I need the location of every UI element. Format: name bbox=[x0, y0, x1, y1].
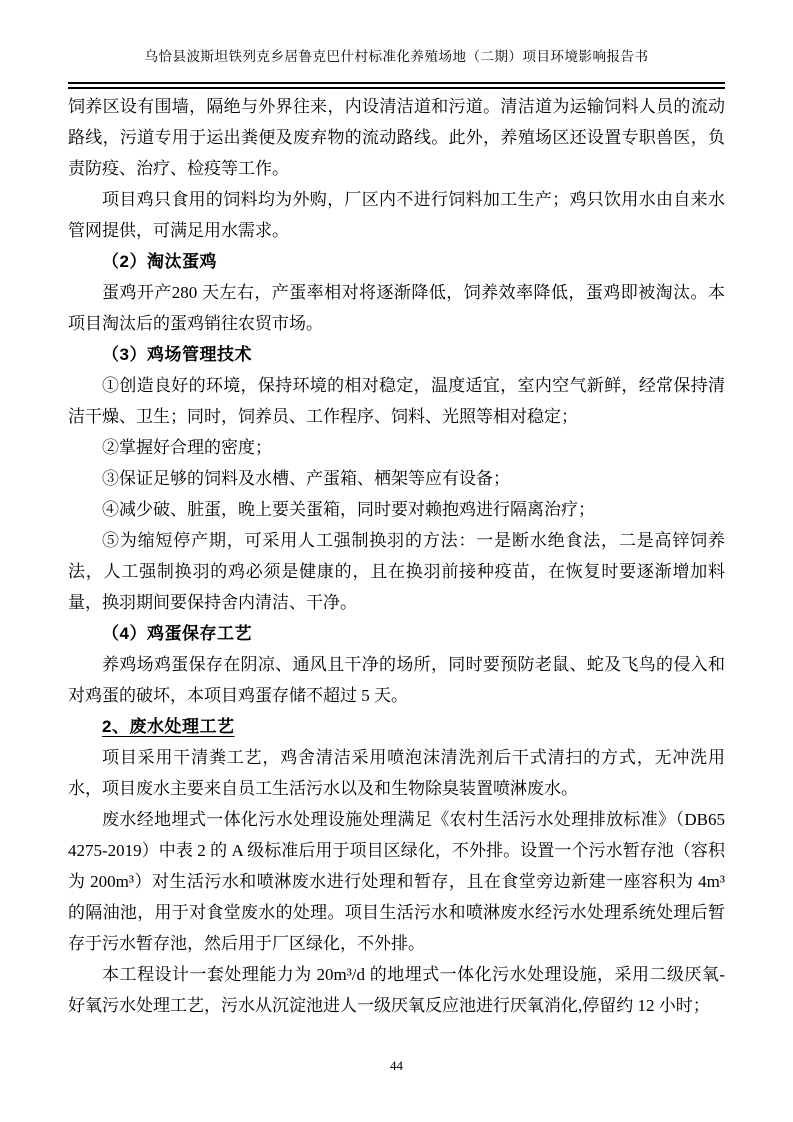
body-paragraph: 蛋鸡开产280 天左右，产蛋率相对将逐渐降低，饲养效率降低，蛋鸡即被淘汰。本项目淘汰后的蛋鸡销往农贸市场。 bbox=[68, 283, 725, 333]
body-paragraph: 养鸡场鸡蛋保存在阴凉、通风且干净的场所，同时要预防老鼠、蛇及飞鸟的侵入和对鸡蛋的破坏，本项目鸡蛋存储不超过 5 天。 bbox=[68, 655, 725, 705]
section-heading-4-egg-storage: （4）鸡蛋保存工艺 bbox=[102, 624, 252, 643]
page-number: 44 bbox=[390, 1058, 403, 1073]
section-heading-3-farm-management: （3）鸡场管理技术 bbox=[102, 345, 252, 364]
body-paragraph: 本工程设计一套处理能力为 20m³/d 的地埋式一体化污水处理设施，采用二级厌氧-好氧污水处理工艺，污水从沉淀池进人一级厌氧反应池进行厌氧消化,停留约 12 小时； bbox=[68, 965, 725, 1015]
document-body bbox=[68, 91, 725, 1021]
list-item-3: ③保证足够的饲料及水槽、产蛋箱、栖架等应有设备； bbox=[102, 469, 510, 488]
section-heading-wastewater-treatment: 2、废水处理工艺 bbox=[102, 717, 235, 736]
body-paragraph: 废水经地埋式一体化污水处理设施处理满足《农村生活污水处理排放标准》（DB65 4275-2019）中表 2 的 A 级标准后用于项目区绿化，不外排。设置一个污水暂存池（容积为 200m³）对生活污水和喷淋废水进行处理和暂存，且在食堂旁边新建一座容积为 4m³ 的隔油池，用于对食堂废水的处理。项目生活污水和喷淋废水经污水处理系统处理后暂存于污水暂存池，然后用于厂区绿化，不外排。 bbox=[68, 810, 725, 953]
body-paragraph: 项目鸡只食用的饲料均为外购，厂区内不进行饲料加工生产；鸡只饮用水由自来水管网提供，可满足用水需求。 bbox=[68, 190, 725, 240]
body-paragraph: 项目采用干清粪工艺，鸡舍清洁采用喷泡沫清洗剂后干式清扫的方式，无冲洗用水，项目废水主要来自员工生活污水以及和生物除臭装置喷淋废水。 bbox=[68, 748, 725, 798]
list-item-4: ④减少破、脏蛋，晚上要关蛋箱，同时要对赖抱鸡进行隔离治疗； bbox=[102, 500, 595, 519]
list-item-5: ⑤为缩短停产期，可采用人工强制换羽的方法：一是断水绝食法，二是高锌饲养法，人工强制换羽的鸡必须是健康的，且在换羽前接种疫苗，在恢复时要逐渐增加料量，换羽期间要保持舍内清洁、干净。 bbox=[68, 531, 725, 612]
section-heading-2-culled-hens: （2）淘汰蛋鸡 bbox=[102, 252, 217, 271]
body-paragraph-continuation: 饲养区设有围墙，隔绝与外界往来，内设清洁道和污道。清洁道为运输饲料人员的流动路线，污道专用于运出粪便及废弃物的流动路线。此外，养殖场区还设置专职兽医，负责防疫、治疗、检疫等工作。 bbox=[68, 97, 725, 178]
page-header-title: 乌恰县波斯坦铁列克乡居鲁克巴什村标准化养殖场地（二期）项目环境影响报告书 bbox=[144, 49, 649, 64]
list-item-1: ①创造良好的环境，保持环境的相对稳定，温度适宜，室内空气新鲜，经常保持清洁干燥、卫生；同时，饲养员、工作程序、饲料、光照等相对稳定； bbox=[68, 376, 725, 426]
header-double-rule bbox=[68, 82, 725, 89]
list-item-2: ②掌握好合理的密度； bbox=[102, 438, 272, 457]
